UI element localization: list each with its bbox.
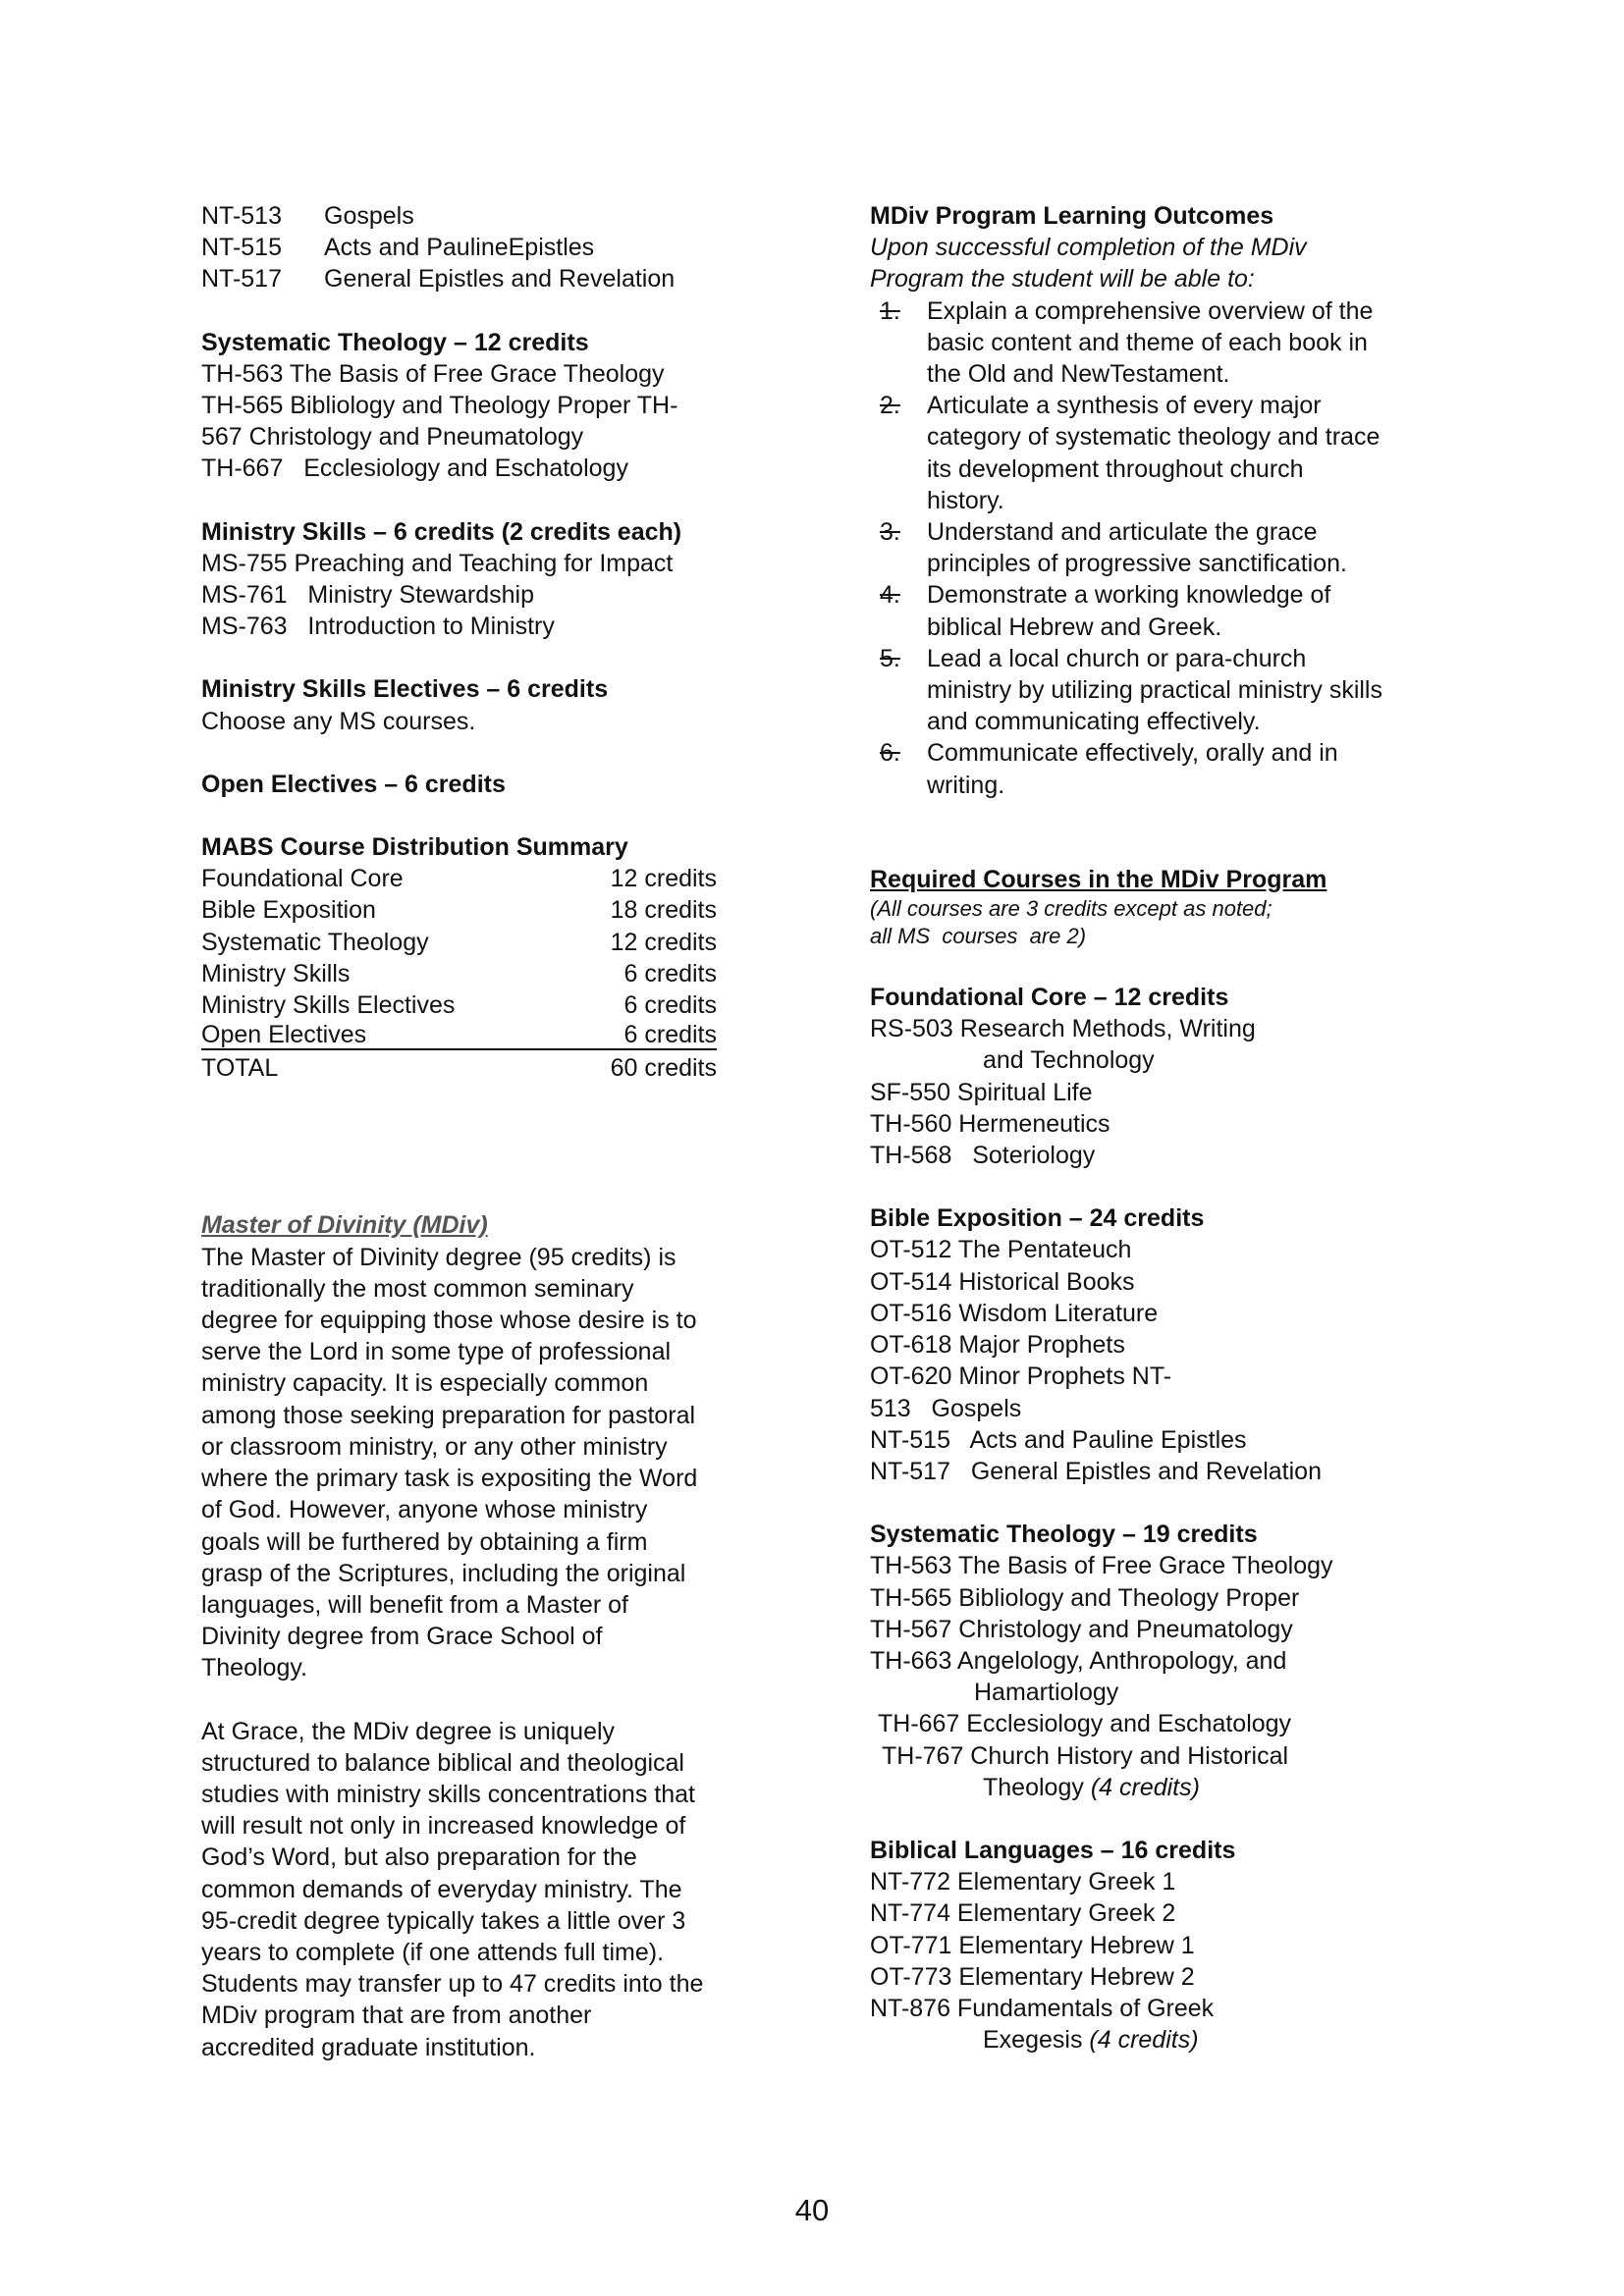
paragraph-line: 95-credit degree typically takes a little over 3: [201, 1906, 686, 1935]
paragraph-line: degree for equipping those whose desire is to: [201, 1307, 697, 1335]
course-line: TH-568 Soteriology: [870, 1142, 1096, 1170]
list-item: 1. Explain a comprehensive overview of the basic content and theme of each book in the Old and NewTestament.: [870, 295, 1449, 391]
course-line: NT-517 General Epistles and Revelation: [870, 1457, 1322, 1485]
paragraph-line: studies with ministry skills concentrations that: [201, 1780, 695, 1808]
table-row: Systematic Theology 12 credits: [201, 928, 717, 956]
outcomes-heading: MDiv Program Learning Outcomes: [870, 202, 1274, 230]
paragraph-line: of God. However, anyone whose ministry: [201, 1496, 648, 1524]
course-line: SF-550 Spiritual Life: [870, 1078, 1093, 1106]
course-line: TH-667 Ecclesiology and Eschatology: [878, 1710, 1292, 1738]
course-line-continued: Hamartiology: [974, 1679, 1119, 1707]
open-electives-heading: Open Electives – 6 credits: [201, 770, 506, 798]
table-row-total: TOTAL 60 credits: [201, 1054, 717, 1083]
left-column: [201, 200, 751, 2063]
paragraph-line: serve the Lord in some type of professional: [201, 1338, 672, 1366]
paragraph-line: structured to balance biblical and theological: [201, 1748, 684, 1777]
ministry-electives-heading: Ministry Skills Electives – 6 credits: [201, 675, 609, 704]
course-line: 513 Gospels: [870, 1394, 1022, 1422]
paragraph-line: will result not only in increased knowledge of: [201, 1812, 686, 1841]
paragraph-line: Theology.: [201, 1654, 307, 1682]
page-number: 40: [794, 2193, 830, 2227]
list-item: 6. Communicate effectively, orally and in writing.: [870, 737, 1449, 800]
table-row: Bible Exposition 18 credits: [201, 896, 717, 925]
paragraph-line: languages, will benefit from a Master of: [201, 1590, 628, 1619]
course-line: OT-771 Elementary Hebrew 1: [870, 1931, 1195, 1959]
course-line: MS-763 Introduction to Ministry: [201, 613, 555, 641]
mabs-summary-heading: MABS Course Distribution Summary: [201, 833, 628, 862]
systematic-theology-heading: Systematic Theology – 12 credits: [201, 328, 589, 356]
list-number: 4.: [880, 581, 900, 610]
outcomes-intro: Upon successful completion of the MDiv: [870, 234, 1307, 262]
outcomes-list: [870, 295, 1449, 801]
paragraph-line: years to complete (if one attends full time).: [201, 1938, 665, 1966]
course-line: OT-512 The Pentateuch: [870, 1236, 1132, 1264]
paragraph-line: The Master of Divinity degree (95 credits) is: [201, 1243, 677, 1271]
course-line: MS-761 Ministry Stewardship: [201, 581, 535, 610]
required-note: (All courses are 3 credits except as noted;: [870, 896, 1272, 922]
course-line: OT-620 Minor Prophets NT-: [870, 1362, 1172, 1391]
course-line: TH-767 Church History and Historical: [882, 1741, 1289, 1770]
paragraph-line: God’s Word, but also preparation for the: [201, 1843, 637, 1872]
required-note: all MS courses are 2): [870, 924, 1087, 949]
course-line: TH-567 Christology and Pneumatology: [870, 1615, 1293, 1643]
credit-note: (4 credits): [1090, 1773, 1200, 1801]
paragraph-line: grasp of the Scriptures, including the original: [201, 1559, 686, 1587]
foundational-heading: Foundational Core – 12 credits: [870, 984, 1229, 1012]
course-line: TH-565 Bibliology and Theology Proper TH-: [201, 392, 678, 420]
table-row: Ministry Skills 6 credits: [201, 959, 717, 988]
course-line: NT-513 Gospels: [201, 202, 414, 230]
outcomes-intro: Program the student will be able to:: [870, 265, 1255, 294]
list-number: 5.: [880, 644, 900, 672]
list-number: 6.: [880, 739, 900, 768]
list-item: 5. Lead a local church or para-church ministry by utilizing practical ministry skills and communicating effectively.: [870, 643, 1449, 738]
course-line-continued: and Technology: [983, 1046, 1155, 1075]
mdiv-paragraph-1: [201, 1242, 751, 1684]
course-line: TH-565 Bibliology and Theology Proper: [870, 1583, 1300, 1612]
paragraph-line: goals will be furthered by obtaining a firm: [201, 1527, 648, 1556]
list-number: 2.: [880, 392, 900, 420]
list-item: 4. Demonstrate a working knowledge of biblical Hebrew and Greek.: [870, 579, 1449, 642]
mabs-summary-table: [201, 863, 751, 1084]
right-column: [870, 200, 1449, 2056]
mdiv-paragraph-2: [201, 1716, 751, 2063]
course-line: OT-514 Historical Books: [870, 1267, 1135, 1296]
course-line: 567 Christology and Pneumatology: [201, 423, 584, 452]
course-line: NT-515 Acts and PaulineEpistles: [201, 234, 595, 262]
list-item: 3. Understand and articulate the grace principles of progressive sanctification.: [870, 516, 1449, 579]
course-line: TH-563 The Basis of Free Grace Theology: [870, 1552, 1333, 1580]
table-row: Foundational Core 12 credits: [201, 865, 717, 893]
course-line: NT-515 Acts and Pauline Epistles: [870, 1425, 1247, 1454]
course-line: NT-876 Fundamentals of Greek: [870, 1994, 1215, 2022]
course-line: MS-755 Preaching and Teaching for Impact: [201, 549, 674, 577]
table-row: Ministry Skills Electives 6 credits: [201, 991, 717, 1020]
course-line: OT-618 Major Prophets: [870, 1331, 1125, 1360]
course-line: NT-517 General Epistles and Revelation: [201, 265, 676, 294]
course-line: TH-663 Angelology, Anthropology, and: [870, 1646, 1287, 1675]
list-item: 2. Articulate a synthesis of every major category of systematic theology and trace its development throughout church history.: [870, 390, 1449, 516]
paragraph-line: accredited graduate institution.: [201, 2033, 536, 2061]
paragraph-line: traditionally the most common seminary: [201, 1274, 634, 1303]
list-number: 3.: [880, 518, 900, 547]
paragraph-line: At Grace, the MDiv degree is uniquely: [201, 1717, 616, 1745]
course-line: RS-503 Research Methods, Writing: [870, 1015, 1256, 1043]
course-line: TH-563 The Basis of Free Grace Theology: [201, 359, 665, 388]
paragraph-line: or classroom ministry, or any other ministry: [201, 1432, 668, 1461]
mdiv-section-title: Master of Divinity (MDiv): [201, 1211, 488, 1240]
ministry-skills-heading: Ministry Skills – 6 credits (2 credits each): [201, 517, 682, 546]
list-number: 1.: [880, 296, 900, 325]
paragraph-line: ministry capacity. It is especially common: [201, 1369, 649, 1398]
paragraph-line: Divinity degree from Grace School of: [201, 1623, 603, 1651]
course-line: NT-772 Elementary Greek 1: [870, 1868, 1176, 1896]
course-line: OT-516 Wisdom Literature: [870, 1299, 1159, 1327]
paragraph-line: Students may transfer up to 47 credits into the: [201, 1970, 704, 1999]
credit-note: (4 credits): [1089, 2026, 1199, 2055]
course-line: OT-773 Elementary Hebrew 2: [870, 1962, 1195, 1991]
systematic-theology-heading: Systematic Theology – 19 credits: [870, 1521, 1258, 1549]
bible-exposition-heading: Bible Exposition – 24 credits: [870, 1204, 1205, 1233]
paragraph-line: among those seeking preparation for pastoral: [201, 1401, 696, 1429]
table-row: Open Electives 6 credits: [201, 1021, 717, 1049]
course-line-continued: Exegesis (4 credits): [983, 2026, 1199, 2055]
course-line-continued: Theology (4 credits): [983, 1773, 1200, 1801]
paragraph-line: MDiv program that are from another: [201, 2002, 592, 2030]
paragraph-line: common demands of everyday ministry. The: [201, 1875, 682, 1903]
biblical-languages-heading: Biblical Languages – 16 credits: [870, 1836, 1236, 1864]
course-line: TH-560 Hermeneutics: [870, 1109, 1110, 1138]
course-line: NT-774 Elementary Greek 2: [870, 1899, 1176, 1928]
nt-course-list: [201, 200, 751, 295]
paragraph-line: where the primary task is expositing the Word: [201, 1465, 698, 1493]
ministry-electives-text: Choose any MS courses.: [201, 707, 476, 735]
required-courses-heading: Required Courses in the MDiv Program: [870, 865, 1327, 893]
course-line: TH-667 Ecclesiology and Eschatology: [201, 454, 628, 483]
